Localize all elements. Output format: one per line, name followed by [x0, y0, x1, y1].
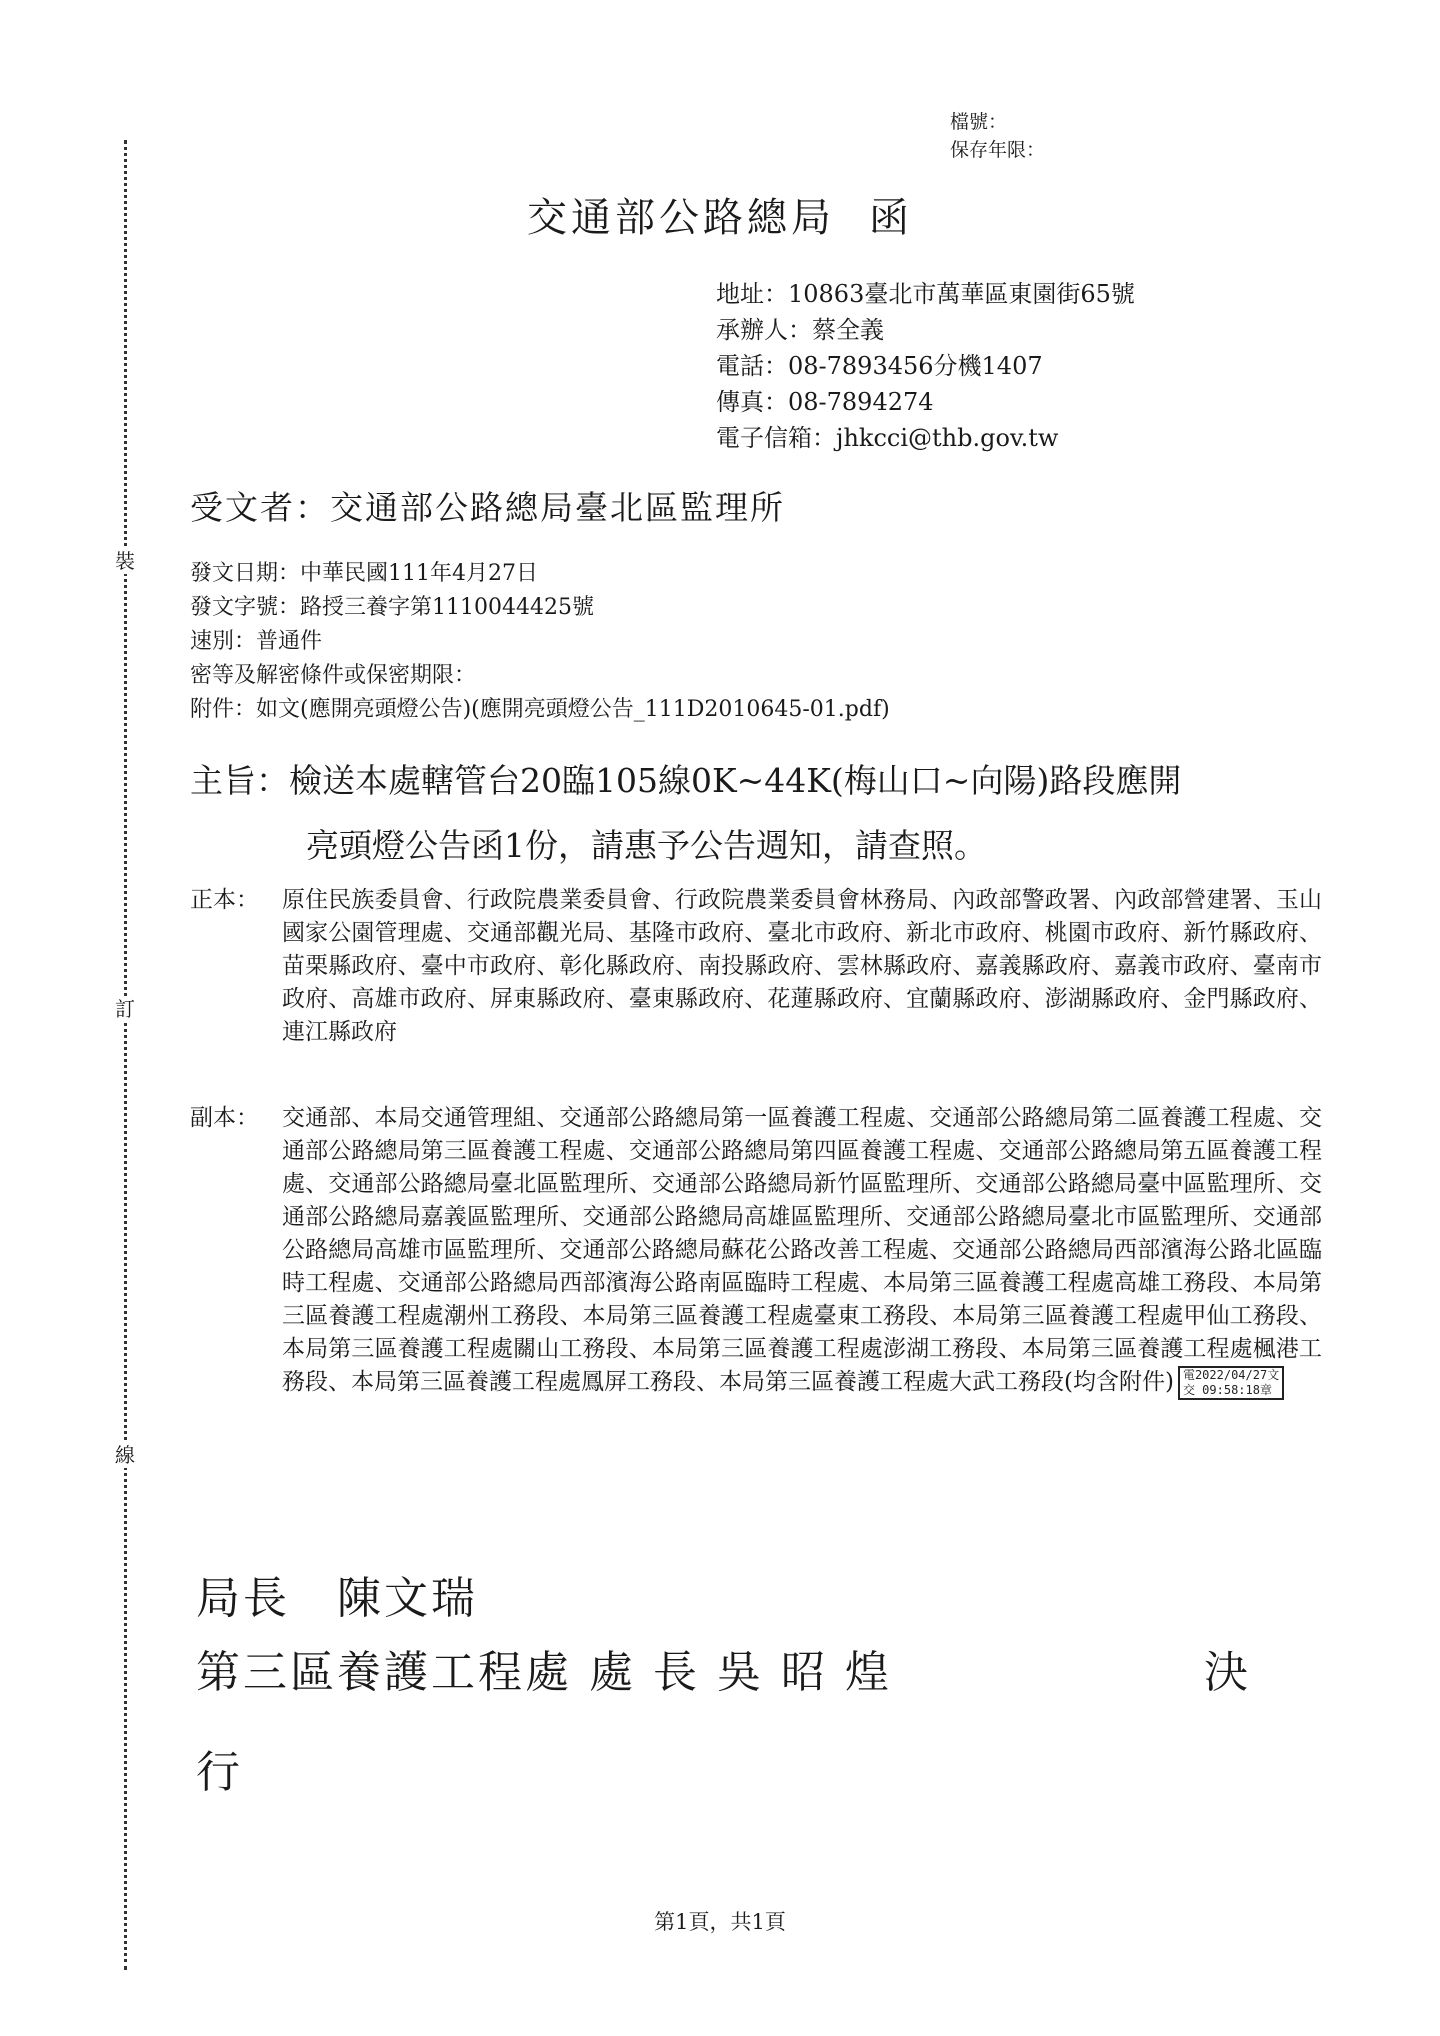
subject: [190, 748, 1181, 878]
binding-mark-top: 裝: [112, 548, 138, 574]
handler: 承辦人：蔡全義: [716, 316, 884, 344]
division-head-signature: 第三區養護工程處 處 長 吳 昭 煌: [196, 1647, 892, 1698]
copy-distribution: [190, 1102, 1322, 1400]
fax: 傳真：08-7894274: [716, 388, 934, 416]
document-number: 發文字號：路授三養字第1110044425號: [190, 595, 594, 620]
recipient: 受文者：交通部公路總局臺北區監理所: [190, 488, 785, 527]
copy-distribution-body: [282, 1102, 1322, 1400]
issue-date: 發文日期：中華民國111年4月27日: [190, 561, 538, 586]
document-meta: [190, 557, 890, 727]
decision-mark-2: 行: [196, 1747, 243, 1798]
contact-block: [716, 276, 1135, 456]
attachment: 附件：如文(應開亮頭燈公告)(應開亮頭燈公告_111D2010645-01.pdf): [190, 697, 890, 722]
e-transmission-stamp: [1178, 1366, 1284, 1400]
page-number: 第1頁，共1頁: [654, 1910, 786, 1934]
retention-label: 保存年限：: [950, 139, 1046, 161]
decision-mark-1: 決: [1204, 1647, 1248, 1698]
issuing-agency: 交通部公路總局: [527, 195, 835, 241]
binding-mark-middle: 訂: [112, 996, 138, 1022]
binding-mark-bottom: 線: [112, 1442, 138, 1468]
stamp-line-2: 交 09:58:18章: [1182, 1383, 1272, 1397]
subject-line-2: 亮頭燈公告函1份，請惠予公告週知，請查照。: [306, 826, 987, 865]
document-title: [0, 186, 1440, 243]
main-distribution: [190, 884, 1322, 1049]
main-distribution-label: 正本：: [190, 887, 259, 913]
phone: 電話：08-7893456分機1407: [716, 352, 1043, 380]
binding-dotted-line: [124, 140, 127, 1970]
copy-distribution-label: 副本：: [190, 1105, 259, 1131]
main-distribution-list: 原住民族委員會、行政院農業委員會、行政院農業委員會林務局、內政部警政署、內政部營建署、玉山國家公園管理處、交通部觀光局、基隆市政府、臺北市政府、新北市政府、桃園市政府、新竹縣政府、苗栗縣政府、臺中市政府、彰化縣政府、南投縣政府、雲林縣政府、嘉義縣政府、嘉義市政府、臺南市政府、高雄市政府、屏東縣政府、臺東縣政府、花蓮縣政府、宜蘭縣政府、澎湖縣政府、金門縣政府、連江縣政府: [282, 887, 1322, 1045]
copy-distribution-list: 交通部、本局交通管理組、交通部公路總局第一區養護工程處、交通部公路總局第二區養護工程處、交通部公路總局第三區養護工程處、交通部公路總局第四區養護工程處、交通部公路總局第五區養護工程處、交通部公路總局臺北區監理所、交通部公路總局新竹區監理所、交通部公路總局臺中區監理所、交通部公路總局嘉義區監理所、交通部公路總局高雄區監理所、交通部公路總局臺北市區監理所、交通部公路總局高雄市區監理所、交通部公路總局蘇花公路改善工程處、交通部公路總局西部濱海公路北區臨時工程處、交通部公路總局西部濱海公路南區臨時工程處、本局第三區養護工程處高雄工務段、本局第三區養護工程處潮州工務段、本局第三區養護工程處臺東工務段、本局第三區養護工程處甲仙工務段、本局第三區養護工程處關山工務段、本局第三區養護工程處澎湖工務段、本局第三區養護工程處楓港工務段、本局第三區養護工程處鳳屏工務段、本局第三區養護工程處大武工務段(均含附件): [282, 1105, 1322, 1395]
secrecy-level: 密等及解密條件或保密期限：: [190, 663, 477, 688]
stamp-line-1: 電2022/04/27文: [1182, 1368, 1280, 1382]
delivery-speed: 速別：普通件: [190, 629, 323, 654]
address: 地址：10863臺北市萬華區東園街65號: [716, 280, 1135, 308]
director-signature: 局長 陳文瑞: [196, 1573, 478, 1624]
file-meta: [950, 108, 1045, 164]
email: 電子信箱：jhkcci@thb.gov.tw: [716, 424, 1059, 452]
document-kind: 函: [869, 195, 913, 241]
file-no-label: 檔號：: [950, 111, 1008, 133]
subject-line-1: 主旨：檢送本處轄管台20臨105線0K~44K(梅山口~向陽)路段應開: [190, 761, 1182, 800]
